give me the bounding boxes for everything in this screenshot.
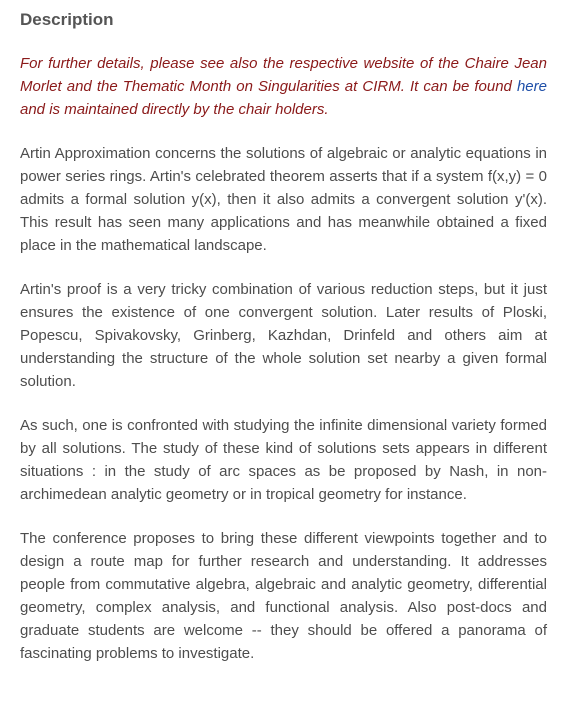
paragraph-solution-variety: As such, one is confronted with studying the infinite dimensional variety formed by all solutions. The study of these kind of solutions sets appears in different situations : in the study of arc spaces as be proposed by Nash, in non-archimedean analytic geometry or in tropical geometry for instance. — [20, 417, 547, 503]
paragraph-conference-goals: The conference proposes to bring these different viewpoints together and to design a route map for further research and understanding. It addresses people from commutative algebra, algebraic and analytic geometry, differential geometry, complex analysis, and functional analysis. Also post-docs and graduate students are welcome -- they should be offered a panorama of fascinating problems to investigate. — [20, 530, 547, 662]
notice-text-before-link: For further details, please see also the respective website of the Chaire Jean Morlet and the Thematic Month on Singularities at CIRM. It can be found — [20, 55, 547, 95]
notice-paragraph — [20, 52, 547, 121]
description-section — [20, 8, 547, 686]
section-title: Description — [20, 10, 114, 29]
notice-text-after-link: and is maintained directly by the chair holders. — [20, 101, 329, 118]
paragraph-artin-approximation: Artin Approximation concerns the solutions of algebraic or analytic equations in power series rings. Artin's celebrated theorem asserts that if a system f(x,y) = 0 admits a formal solution y(x), then it also admits a convergent solution y'(x). This result has seen many applications and has meanwhile obtained a fixed place in the mathematical landscape. — [20, 145, 547, 254]
paragraph-artin-proof: Artin's proof is a very tricky combination of various reduction steps, but it just ensures the existence of one convergent solution. Later results of Ploski, Popescu, Spivakovsky, Grinberg, Kazhdan, Drinfeld and others aim at understanding the structure of the whole solution set nearby a given formal solution. — [20, 281, 547, 390]
here-link[interactable]: here — [516, 78, 547, 95]
